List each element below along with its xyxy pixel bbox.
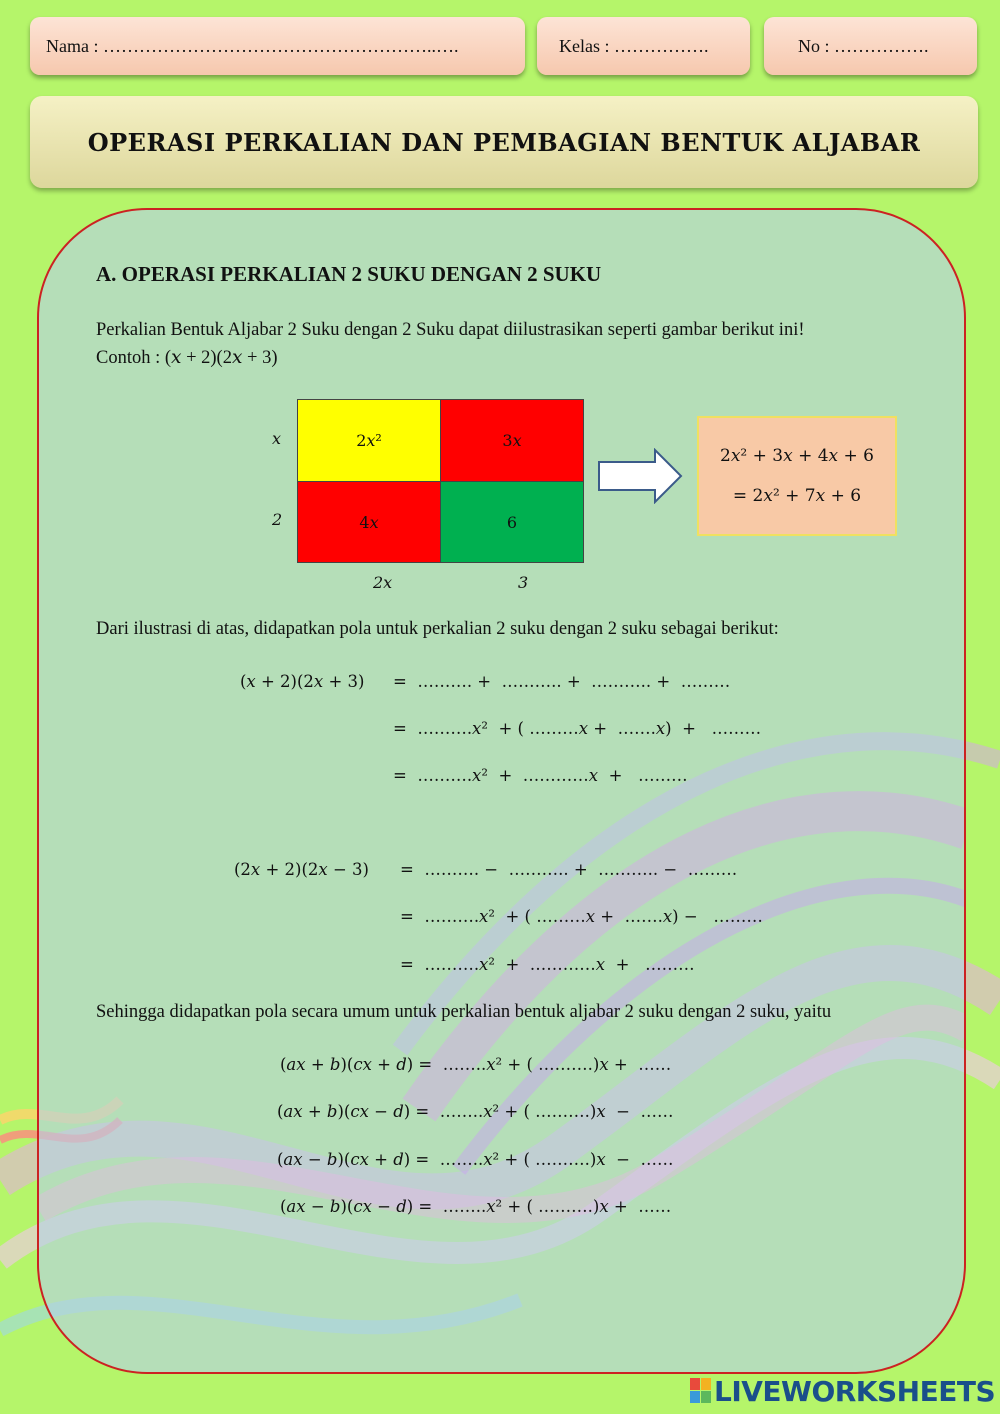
row-label-2: 2 bbox=[272, 510, 283, 529]
liveworksheets-icon bbox=[690, 1378, 712, 1404]
result-box bbox=[697, 416, 897, 536]
row-label-x: 𝑥 bbox=[272, 429, 282, 448]
general-pattern-3[interactable]: (𝑎𝑥 − 𝑏)(𝑐𝑥 + 𝑑) = ……..𝑥² + ( ……….)𝑥 − …… bbox=[277, 1150, 674, 1169]
number-field[interactable]: No : ……………. bbox=[764, 17, 977, 75]
liveworksheets-logo[interactable] bbox=[690, 1374, 995, 1408]
cell-2x-squared: 2𝑥² bbox=[297, 399, 441, 482]
general-intro: Sehingga didapatkan pola secara umum untuk perkalian bentuk aljabar 2 suku dengan 2 suku, yaitu bbox=[96, 1002, 832, 1022]
general-pattern-1[interactable]: (𝑎𝑥 + 𝑏)(𝑐𝑥 + 𝑑) = ……..𝑥² + ( ……….)𝑥 + …… bbox=[280, 1055, 672, 1074]
name-field[interactable]: Nama : ………………………………………………..…. bbox=[30, 17, 525, 75]
example1-line3[interactable]: = ……….𝑥² + …………𝑥 + ……… bbox=[393, 766, 688, 785]
example2-line3[interactable]: = ……….𝑥² + …………𝑥 + ……… bbox=[400, 955, 695, 974]
example-text: Contoh : (𝑥 + 2)(2𝑥 + 3) bbox=[96, 348, 278, 368]
general-pattern-2[interactable]: (𝑎𝑥 + 𝑏)(𝑐𝑥 − 𝑑) = ……..𝑥² + ( ……….)𝑥 − …… bbox=[277, 1102, 674, 1121]
logo-text: LIVEWORKSHEETS bbox=[714, 1374, 996, 1408]
cell-3x: 3𝑥 bbox=[440, 399, 584, 482]
example1-line2[interactable]: = ……….𝑥² + ( ………𝑥 + …….𝑥) + ……… bbox=[393, 719, 762, 738]
example1-line1[interactable]: = ………. + ……….. + ……….. + ……… bbox=[393, 672, 731, 691]
page-title: OPERASI PERKALIAN DAN PEMBAGIAN BENTUK ALJABAR bbox=[30, 96, 978, 188]
section-title: A. OPERASI PERKALIAN 2 SUKU DENGAN 2 SUKU bbox=[96, 262, 602, 286]
result-line-1: 2𝑥² + 3𝑥 + 4𝑥 + 6 bbox=[720, 446, 874, 466]
example2-line1[interactable]: = ………. − ……….. + ……….. − ……… bbox=[400, 860, 738, 879]
pattern-intro: Dari ilustrasi di atas, didapatkan pola untuk perkalian 2 suku dengan 2 suku sebagai berikut: bbox=[96, 619, 779, 639]
col-label-2x: 2𝑥 bbox=[373, 573, 393, 592]
example2-lhs: (2𝑥 + 2)(2𝑥 − 3) bbox=[234, 860, 369, 879]
class-field[interactable]: Kelas : ……………. bbox=[537, 17, 750, 75]
right-arrow-icon bbox=[597, 448, 685, 504]
cell-4x: 4𝑥 bbox=[297, 481, 441, 563]
cell-6: 6 bbox=[440, 481, 584, 563]
intro-text: Perkalian Bentuk Aljabar 2 Suku dengan 2 Suku dapat diilustrasikan seperti gambar berikut ini! bbox=[96, 320, 805, 340]
general-pattern-4[interactable]: (𝑎𝑥 − 𝑏)(𝑐𝑥 − 𝑑) = ……..𝑥² + ( ……….)𝑥 + …… bbox=[280, 1197, 672, 1216]
example2-line2[interactable]: = ……….𝑥² + ( ………𝑥 + …….𝑥) − ……… bbox=[400, 907, 763, 926]
example1-lhs: (𝑥 + 2)(2𝑥 + 3) bbox=[240, 672, 365, 691]
col-label-3: 3 bbox=[518, 573, 529, 592]
result-line-2: = 2𝑥² + 7𝑥 + 6 bbox=[732, 486, 862, 506]
